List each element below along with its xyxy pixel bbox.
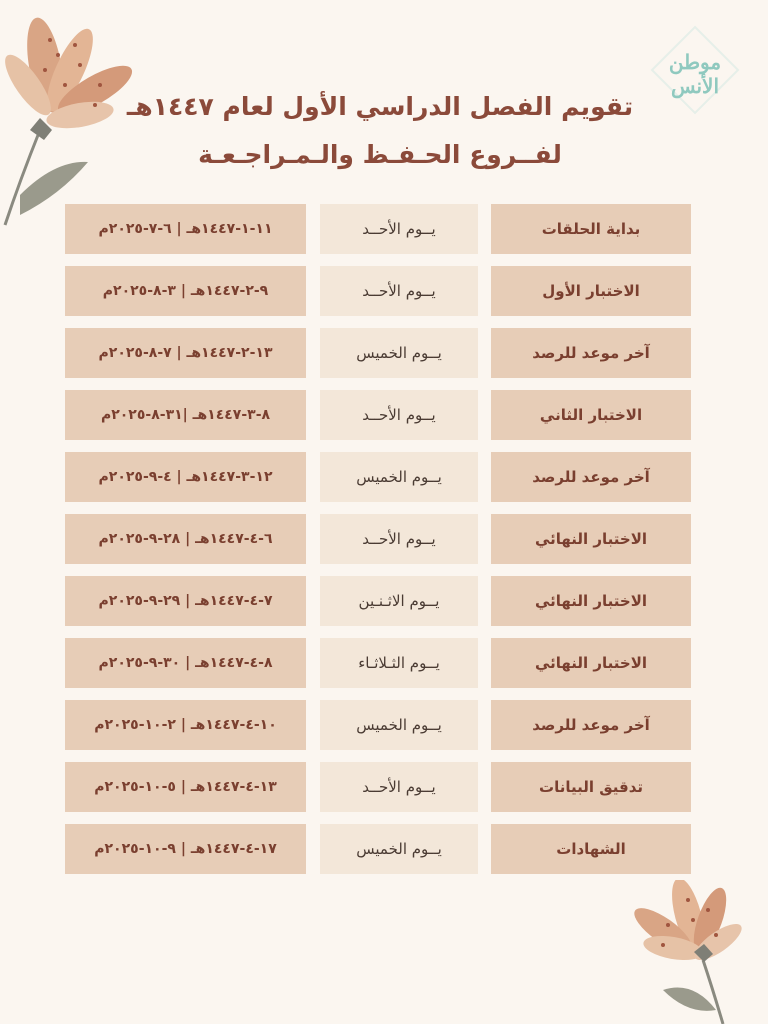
event-cell: الاختبار الثاني [491, 390, 691, 440]
table-row [0, 514, 768, 564]
day-cell: يــوم الأحــد [320, 514, 478, 564]
table-row [0, 576, 768, 626]
date-cell: ١٣-٤-١٤٤٧هـ | ٥-١٠-٢٠٢٥م [65, 762, 306, 812]
event-cell: آخر موعد للرصد [491, 328, 691, 378]
date-cell: ٧-٤-١٤٤٧هـ | ٢٩-٩-٢٠٢٥م [65, 576, 306, 626]
event-cell: الاختبار النهائي [491, 576, 691, 626]
date-cell: ٨-٣-١٤٤٧هـ |٣١-٨-٢٠٢٥م [65, 390, 306, 440]
page-subtitle: لفــروع الحـفـظ والـمـراجـعـة [198, 140, 562, 169]
day-cell: يــوم الخميس [320, 700, 478, 750]
date-cell: ٨-٤-١٤٤٧هـ | ٣٠-٩-٢٠٢٥م [65, 638, 306, 688]
flower-bottom-right-icon [618, 880, 768, 1024]
event-cell: الاختبار الأول [491, 266, 691, 316]
table-row [0, 824, 768, 874]
day-cell: يــوم الاثـنـين [320, 576, 478, 626]
table-row [0, 452, 768, 502]
event-cell: آخر موعد للرصد [491, 452, 691, 502]
table-row [0, 266, 768, 316]
event-cell: الاختبار النهائي [491, 514, 691, 564]
table-row [0, 638, 768, 688]
day-cell: يــوم الأحــد [320, 204, 478, 254]
day-cell: يــوم الخميس [320, 452, 478, 502]
event-cell: بداية الحلقات [491, 204, 691, 254]
date-cell: ٦-٤-١٤٤٧هـ | ٢٨-٩-٢٠٢٥م [65, 514, 306, 564]
day-cell: يــوم الأحــد [320, 762, 478, 812]
date-cell: ١٠-٤-١٤٤٧هـ | ٢-١٠-٢٠٢٥م [65, 700, 306, 750]
table-row [0, 390, 768, 440]
day-cell: يــوم الثـلاثـاء [320, 638, 478, 688]
event-cell: الاختبار النهائي [491, 638, 691, 688]
day-cell: يــوم الخميس [320, 328, 478, 378]
day-cell: يــوم الأحــد [320, 266, 478, 316]
table-row [0, 204, 768, 254]
event-cell: الشهادات [491, 824, 691, 874]
table-row [0, 700, 768, 750]
logo-text: موطن الأنس [668, 50, 722, 98]
date-cell: ٩-٢-١٤٤٧هـ | ٣-٨-٢٠٢٥م [65, 266, 306, 316]
day-cell: يــوم الأحــد [320, 390, 478, 440]
event-cell: تدقيق البيانات [491, 762, 691, 812]
table-row [0, 762, 768, 812]
date-cell: ١١-١-١٤٤٧هـ | ٦-٧-٢٠٢٥م [65, 204, 306, 254]
page-title: تقويم الفصل الدراسي الأول لعام ١٤٤٧هـ [126, 92, 634, 121]
table-row [0, 328, 768, 378]
event-cell: آخر موعد للرصد [491, 700, 691, 750]
date-cell: ١٧-٤-١٤٤٧هـ | ٩-١٠-٢٠٢٥م [65, 824, 306, 874]
date-cell: ١٢-٣-١٤٤٧هـ | ٤-٩-٢٠٢٥م [65, 452, 306, 502]
day-cell: يــوم الخميس [320, 824, 478, 874]
date-cell: ١٣-٢-١٤٤٧هـ | ٧-٨-٢٠٢٥م [65, 328, 306, 378]
